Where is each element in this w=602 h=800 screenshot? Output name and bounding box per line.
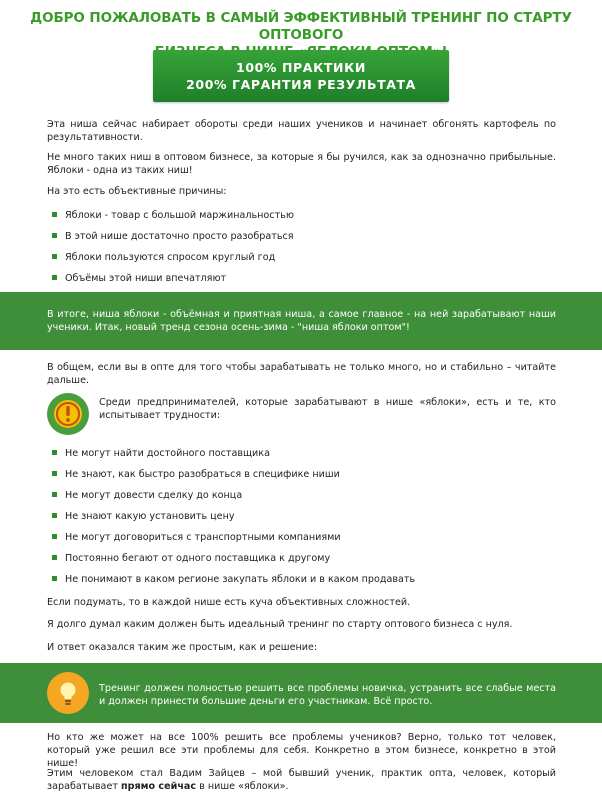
solution-text: Тренинг должен полностью решить все проблемы новичка, устранить все слабые места и должен принести большие деньги его участникам. Всё просто. [99,683,556,707]
reason-item [52,272,226,285]
intro-paragraph-3: На это есть объективные причины: [47,186,227,197]
reason-item [52,230,294,243]
problem-item [52,510,235,523]
warning-text: Среди предпринимателей, которые зарабатывают в нише «яблоки», есть и те, кто испытывает трудности: [99,397,556,421]
problem-text: Постоянно бегают от одного поставщика к другому [65,553,331,564]
problem-item [52,447,270,460]
reason-item [52,209,294,222]
reason-text: Яблоки - товар с большой маржинальностью [65,210,294,221]
bullet-icon [52,534,57,539]
bullet-icon [52,471,57,476]
outro-paragraph-2 [47,767,556,793]
page-title-line1: ДОБРО ПОЖАЛОВАТЬ В САМЫЙ ЭФФЕКТИВНЫЙ ТРЕНИНГ ПО СТАРТУ ОПТОВОГО [30,10,572,43]
middle-paragraph-2: Если подумать, то в каждой нише есть куча объективных сложностей. [47,597,411,608]
intro-paragraph-1: Эта ниша сейчас набирает обороты среди наших учеников и начинает обгонять картофель по результативности. [47,119,556,143]
bullet-icon [52,492,57,497]
problem-text: Не могут договориться с транспортными компаниями [65,532,341,543]
cta-line1: 100% ПРАКТИКИ [236,60,366,75]
problem-item [52,468,340,481]
warning-icon [47,393,89,435]
outro-text-end: в нише «яблоки». [196,781,289,792]
cta-line2: 200% ГАРАНТИЯ РЕЗУЛЬТАТА [186,77,416,92]
lightbulb-icon [47,672,89,714]
summary-text: В итоге, ниша яблоки - объёмная и приятная ниша, а самое главное - на ней зарабатывают наши ученики. Итак, новый тренд сезона осень-зима - "ниша яблоки оптом"! [47,309,556,333]
cta-button[interactable] [153,50,449,102]
middle-paragraph-1: В общем, если вы в опте для того чтобы зарабатывать не только много, но и стабильно – читайте дальше. [47,362,556,386]
problem-text: Не могут найти достойного поставщика [65,448,270,459]
solution-band [0,663,602,723]
bullet-icon [52,513,57,518]
reason-text: Объёмы этой ниши впечатляют [65,273,227,284]
problem-item [52,573,415,586]
bullet-icon [52,275,57,280]
problem-text: Не знают, как быстро разобраться в специфике ниши [65,469,340,480]
problem-text: Не могут довести сделку до конца [65,490,243,501]
problem-item [52,531,341,544]
lightbulb-icon-graphic [47,672,89,714]
middle-paragraph-3: Я долго думал каким должен быть идеальный тренинг по старту оптового бизнеса с нуля. [47,619,513,630]
bullet-icon [52,576,57,581]
outro-text-bold: прямо сейчас [120,781,197,792]
bullet-icon [52,233,57,238]
reason-item [52,251,275,264]
bullet-icon [52,254,57,259]
problem-text: Не понимают в каком регионе закупать яблоки и в каком продавать [65,574,416,585]
warning-icon-graphic [47,393,89,435]
intro-paragraph-2: Не много таких ниш в оптовом бизнесе, за которые я бы ручился, как за однозначно прибыльные. Яблоки - одна из таких ниш! [47,152,556,176]
problem-text: Не знают какую установить цену [65,511,235,522]
reason-text: В этой нише достаточно просто разобраться [65,231,294,242]
bullet-icon [52,450,57,455]
reason-text: Яблоки пользуются спросом круглый год [65,252,276,263]
bullet-icon [52,555,57,560]
bullet-icon [52,212,57,217]
middle-paragraph-4: И ответ оказался таким же простым, как и решение: [47,642,318,653]
outro-paragraph-1: Но кто же может на все 100% решить все проблемы учеников? Верно, только тот человек, который уже решил все эти проблемы для себя. Конкретно в этом бизнесе, конкретно в этой нише! [47,732,556,769]
problem-item [52,489,242,502]
summary-band [0,292,602,350]
outro-text-start: Этим человеком стал Вадим Зайцев – мой бывший ученик, практик опта, человек, который зарабатывает [47,768,556,792]
problem-item [52,552,330,565]
